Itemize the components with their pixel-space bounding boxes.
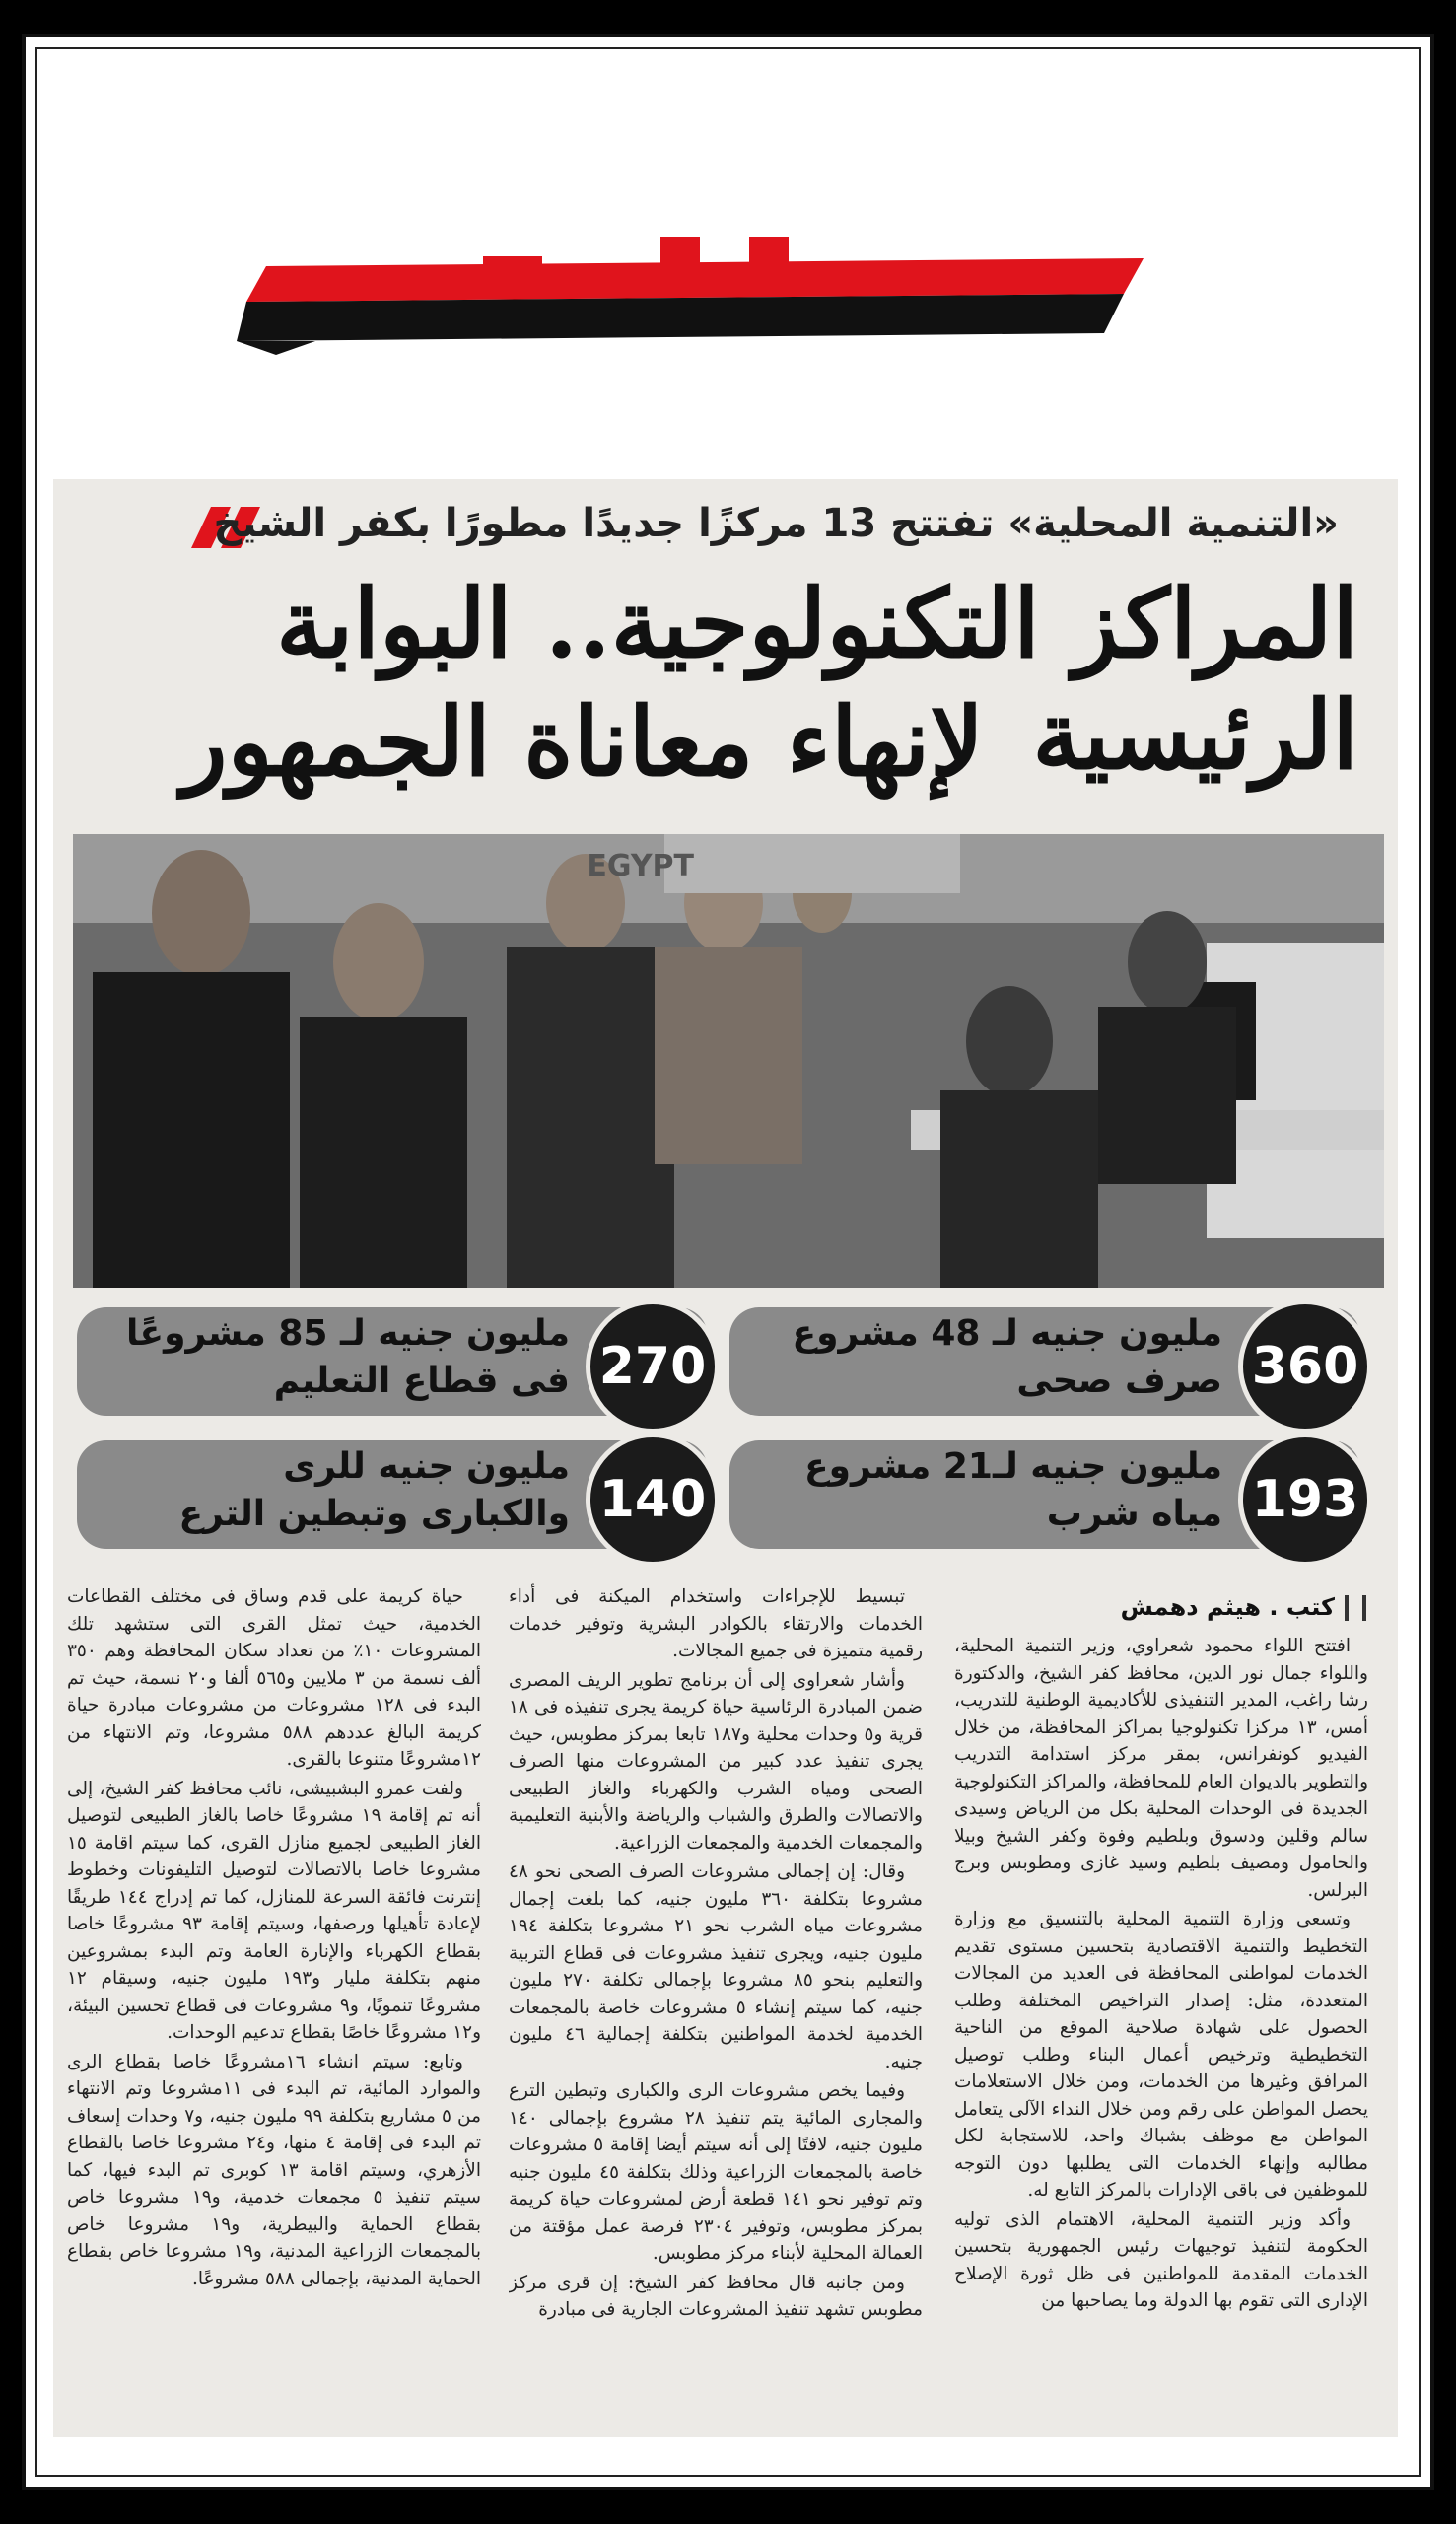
- article-headline-line2: لإنهاء معاناة الجمهور: [181, 686, 984, 798]
- body-paragraph: تبسيط للإجراءات واستخدام الميكنة فى أداء الخدمات والارتقاء بالكوادر البشرية وتوفير خدمات رقمية متميزة فى جميع المجالات.: [509, 1586, 923, 1661]
- masthead-logo: [237, 237, 1163, 355]
- stat-number: 193: [1238, 1433, 1372, 1567]
- article-headline-line1: المراكز التكنولوجية.. البوابة الرئيسية: [276, 568, 1358, 791]
- stat-line1: مليون جنيه للرى: [283, 1446, 570, 1487]
- body-column-2: [509, 1583, 923, 2421]
- stat-line2: صرف صحى: [1016, 1361, 1222, 1401]
- stat-line2: مياه شرب: [1046, 1494, 1222, 1534]
- body-paragraph: وأكد وزير التنمية المحلية، الاهتمام الذى توليه الحكومة لتنفيذ توجيهات رئيس الجمهورية بتحسين الخدمات المقدمة للمواطنين فى ظل ثورة الإصلاح الإدارى التى تقوم بها الدولة وما يصاحبها من: [954, 2208, 1368, 2311]
- body-column-3: [67, 1583, 481, 2421]
- byline-text: كتب . هيثم دهمش: [1120, 1593, 1335, 1621]
- stat-irrigation: [77, 1440, 708, 1549]
- stat-line2: فى قطاع التعليم: [273, 1361, 570, 1401]
- body-paragraph: وقال: إن إجمالى مشروعات الصرف الصحى نحو ٤٨ مشروعا بتكلفة ٣٦٠ مليون جنيه، كما بلغت إجمال مشروعات مياه الشرب نحو ٢١ مشروعا بتكلفة ١٩٤ مليون جنيه، ويجرى تنفيذ مشروعات فى قطاع التربية والتعليم بنحو ٨٥ مشروعا بإجمالى تكلفة ٢٧٠ مليون جنيه، كما سيتم إنشاء ٥ مشروعات خاصة بالمجمعات الخدمية لخدمة المواطنين بتكلفة إجمالية ٤٦ مليون جنيه.: [509, 1861, 923, 2072]
- photo-sign-text: EGYPT: [587, 849, 694, 883]
- body-paragraph: وتابع: سيتم انشاء ١٦مشروعًا خاصا بقطاع الرى والموارد المائية، تم البدء فى ١١مشروعا وتم الانتهاء من ٥ مشاريع بتكلفة ٩٩ مليون جنيه، و٧ وحدات إسعاف تم البدء فى إقامة ٤ منها، و٢٤ مشروعا خاصا بالقطاع الأزهري، وسيتم اقامة ١٣ كوبرى تم البدء فيها، كما سيتم تنفيذ ٥ مجمعات خدمية، و١٩ مشروعا خاص بقطاع الحماية والبيطرية، و١٩ مشروعا خاص بالمجمعات الزراعية المدنية، و١٩ مشروعا خاص بقطاع الحماية المدنية، بإجمالى ٥٨٨ مشروعًا.: [67, 2051, 481, 2289]
- stat-line1: مليون جنيه لـ 85 مشروعًا: [125, 1313, 570, 1354]
- body-paragraph: حياة كريمة على قدم وساق فى مختلف القطاعات الخدمية، حيث تمثل القرى التى ستشهد تلك المشروعات ١٠٪ من تعداد سكان المحافظة وهم ٣٥٠ ألف نسمة من ٣ ملايين و٥٦٥ ألفا و٢٠ نسمة، حيث تم البدء فى ١٢٨ مشروعات من مشروعات مبادرة حياة كريمة البالغ عددهم ٥٨٨ مشروعا، وتم الانتهاء من ١٢مشروعًا متنوعا بالقرى.: [67, 1586, 481, 1770]
- body-paragraph: وتسعى وزارة التنمية المحلية بالتنسيق مع وزارة التخطيط والتنمية الاقتصادية بتحسين مستوى تقديم الخدمات لمواطنى المحافظة فى العديد من المجالات المتعددة، مثل: إصدار التراخيص المختلفة وطلب الحصول على شهادة صلاحية الموقع من الناحية التخطيطية وترخيص أعمال البناء وطلب توصيل المرافق وغيرها من الخدمات، ومن خلال الاستعلامات يحصل المواطن على رقم ومن خلال النداء الآلى يتعامل المواطن مع موظف بشباك واحد، للاستجابة لكل مطالبه وإنهاء الخدمات التى يطلبها دون التوجه للموظفين فى باقى الإدارات بالمركز التابع له.: [954, 1909, 1368, 2201]
- body-column-1: [954, 1633, 1368, 2421]
- stat-sewage: [729, 1307, 1360, 1416]
- article-photo: [73, 834, 1384, 1288]
- stat-number: 360: [1238, 1299, 1372, 1434]
- stat-line2: والكبارى وتبطين الترع: [178, 1494, 570, 1534]
- masthead-logo-graphic: [237, 237, 1163, 355]
- body-paragraph: وفيما يخص مشروعات الرى والكبارى وتبطين الترع والمجارى المائية يتم تنفيذ ٢٨ مشروع بإجمالى ١٤٠ مليون جنيه، لافتًا إلى أنه سيتم أيضا إقامة ٥ مشروعات خاصة بالمجمعات الزراعية وذلك بتكلفة ٤٥ مليون جنيه وتم توفير نحو ١٤١ قطعة أرض لمشروعات حياة كريمة بمركز مطوبس، وتوفير ٢٣٠٤ فرصة عمل مؤقتة من العمالة المحلية لأبناء مركز مطوبس.: [509, 2080, 923, 2264]
- article-kicker: «التنمية المحلية» تفتتح 13 مركزًا جديدًا مطورًا بكفر الشيخ: [213, 501, 1339, 546]
- newspaper-clipping: [53, 479, 1398, 2437]
- body-paragraph: ولفت عمرو البشبيشى، نائب محافظ كفر الشيخ، إلى أنه تم إقامة ١٩ مشروعًا خاصا بالغاز الطبيعى لتوصيل الغاز الطبيعى لجميع منازل القرى، كما سيتم اقامة ١٥ مشروعا خاصا بالاتصالات لتوصيل التليفونات وخطوط إنترنت فائقة السرعة للمنازل، كما تم إدراج ١٤٤ طريقًا لإعادة تأهيلها ورصفها، وسيتم إقامة ٩٣ مشروعًا خاصا بقطاع الكهرباء والإنارة العامة وتم البدء بمشروعين منهم بتكلفة مليار و١٩٣ مليون جنيه، وسيقام ١٢ مشروعًا تنمويًا، و٩ مشروعات فى قطاع تحسين البيئة، و١٢ مشروعًا خاصًا بقطاع تدعيم الوحدات.: [67, 1778, 481, 2043]
- body-paragraph: وأشار شعراوى إلى أن برنامج تطوير الريف المصرى ضمن المبادرة الرئاسية حياة كريمة يجرى تنفيذه فى ١٨ قرية و٥ وحدات محلية و١٨٧ تابعا بمركز مطوبس، حيث يجرى تنفيذ عدد كبير من المشروعات منها الصرف الصحى ومياه الشرب والكهرباء والغاز الطبيعى والاتصالات والطرق والشباب والرياضة والأبنية التعليمية والمجمعات الخدمية والمجمعات الزراعية.: [509, 1669, 923, 1854]
- photo-scene-graphic: [73, 834, 1384, 1288]
- body-paragraph: افتتح اللواء محمود شعراوي، وزير التنمية المحلية، واللواء جمال نور الدين، محافظ كفر الشيخ، والدكتورة رشا راغب، المدير التنفيذى للأكاديمية الوطنية للتدريب، أمس، ١٣ مركزا تكنولوجيا بمراكز المحافظة، من خلال الفيديو كونفرانس، بمقر مركز استدامة التدريب والتطوير بالديوان العام للمحافظة، والمراكز التكنولوجية الجديدة فى الوحدات المحلية بكل من الرياض وسيدى سالم وقلين ودسوق وبلطيم وفوة وكفر الشيخ وبيلا والحامول ومصيف بلطيم وسيد غازى ومطوبس وبرج البرلس.: [954, 1636, 1368, 1901]
- stat-line1: مليون جنيه لـ 48 مشروع: [792, 1313, 1222, 1354]
- body-paragraph: ومن جانبه قال محافظ كفر الشيخ: إن قرى مركز مطوبس تشهد تنفيذ المشروعات الجارية فى مبادرة: [509, 2272, 923, 2320]
- stat-drinking-water: [729, 1440, 1360, 1549]
- stat-line1: مليون جنيه لـ21 مشروع: [804, 1446, 1222, 1487]
- stat-number: 140: [586, 1433, 720, 1567]
- article-body: [67, 1583, 1368, 2421]
- stat-number: 270: [586, 1299, 720, 1434]
- stat-education: [77, 1307, 708, 1416]
